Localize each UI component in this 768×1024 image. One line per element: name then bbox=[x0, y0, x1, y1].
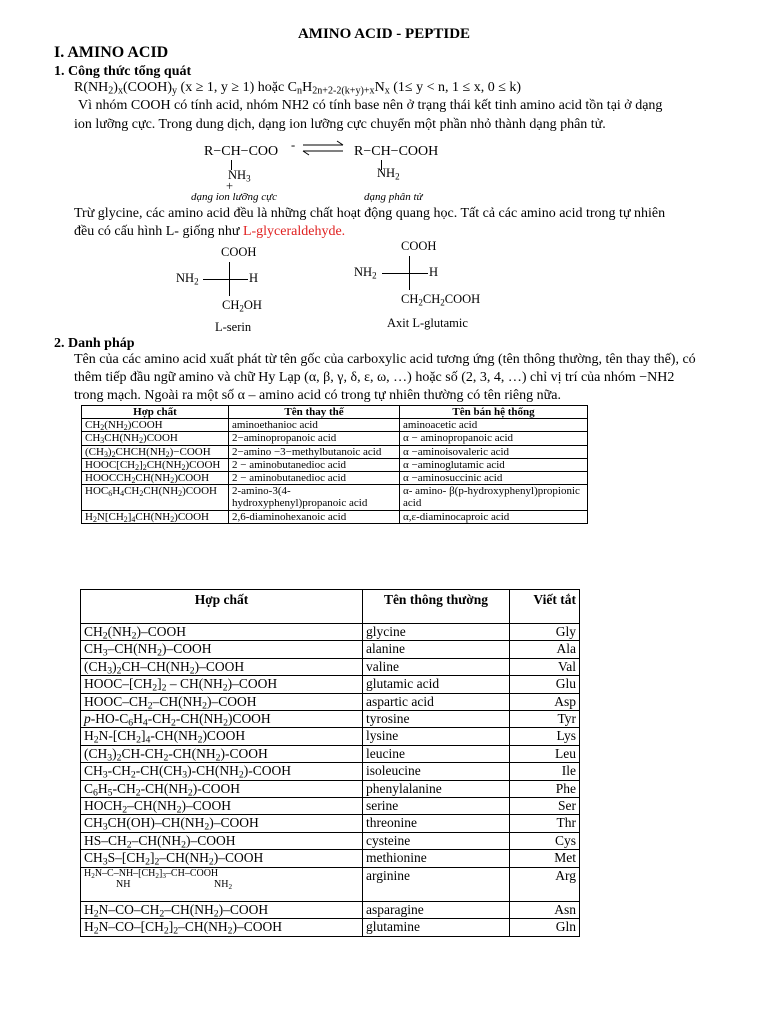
table-row bbox=[81, 728, 580, 745]
table-cell: glutamine bbox=[363, 919, 510, 936]
table-cell: Lys bbox=[510, 728, 580, 745]
table-row bbox=[82, 485, 588, 510]
table-cell: asparagine bbox=[363, 901, 510, 918]
table-row bbox=[82, 419, 588, 432]
table-row bbox=[81, 832, 580, 849]
table-cell: aminoethanioc acid bbox=[229, 419, 400, 432]
table-cell: $H_2N-CO-CH_2-CH(NH_2)$–COOH bbox=[81, 901, 363, 918]
table-cell: α −aminosuccinic acid bbox=[400, 472, 588, 485]
table-cell: Tyr bbox=[510, 711, 580, 728]
table-cell: $HOC_6H_4CH_2CH(NH_2)COOH$ bbox=[82, 485, 229, 510]
table-cell: 2−aminopropanoic acid bbox=[229, 432, 400, 445]
fischer-top: COOH bbox=[221, 245, 257, 259]
caption-zwitterion: dạng ion lưỡng cực bbox=[191, 191, 277, 203]
table-header-row bbox=[81, 590, 580, 624]
table-row bbox=[81, 693, 580, 710]
table-cell: aminoacetic acid bbox=[400, 419, 588, 432]
table-cell: $p-HO-C_6H_4-CH_2-CH(NH_2)COOH$ bbox=[81, 711, 363, 728]
fischer-left: $NH_2$ bbox=[176, 271, 199, 287]
paragraph-nomenclature-3: trong mạch. Ngoài ra một số α – amino acid có trong tự nhiên thường có tên riêng nữa. bbox=[74, 388, 561, 403]
table-cell: $CH_3CH(NH_2)COOH$ bbox=[82, 432, 229, 445]
table-row bbox=[81, 798, 580, 815]
table-cell: Gly bbox=[510, 624, 580, 641]
table-row bbox=[81, 676, 580, 693]
column-header: Viết tắt bbox=[510, 590, 580, 624]
table-cell: $CH_3CH(OH)-CH(NH_2)$–COOH bbox=[81, 815, 363, 832]
arginine-imine: NH bbox=[116, 878, 131, 890]
table-cell: Thr bbox=[510, 815, 580, 832]
fischer-left: $NH_2$ bbox=[354, 265, 377, 281]
table-cell: $CH_3-CH(NH_2)$–COOH bbox=[81, 641, 363, 658]
fischer-name: L-serin bbox=[215, 320, 252, 334]
table-row bbox=[82, 445, 588, 458]
table-cell bbox=[81, 867, 363, 901]
table-cell: lysine bbox=[363, 728, 510, 745]
fischer-right: H bbox=[429, 265, 439, 279]
neutral-formula: R−CH−COOH bbox=[354, 144, 439, 159]
table-cell: $H_2N[CH_2]_4CH(NH_2)COOH$ bbox=[82, 510, 229, 523]
table-row bbox=[81, 780, 580, 797]
section-heading-amino-acid: I. AMINO ACID bbox=[54, 44, 169, 61]
table-row bbox=[81, 641, 580, 658]
table-cell: Ala bbox=[510, 641, 580, 658]
table-row bbox=[81, 711, 580, 728]
table-cell: $H_2N-[CH_2]_4-CH(NH_2)COOH$ bbox=[81, 728, 363, 745]
table-cell: Phe bbox=[510, 780, 580, 797]
page-title: AMINO ACID - PEPTIDE bbox=[297, 26, 471, 42]
table-row bbox=[81, 850, 580, 867]
table-cell: α − aminopropanoic acid bbox=[400, 432, 588, 445]
table-cell: 2,6-diaminohexanoic acid bbox=[229, 510, 400, 523]
table-row bbox=[82, 510, 588, 523]
fischer-right: H bbox=[249, 271, 259, 285]
table-row bbox=[81, 745, 580, 762]
zwitterion-formula: R−CH−COO bbox=[204, 144, 279, 159]
table-cell: methionine bbox=[363, 850, 510, 867]
table-cell: tyrosine bbox=[363, 711, 510, 728]
table-row bbox=[81, 867, 580, 901]
column-header: Tên thay thế bbox=[229, 406, 400, 419]
table-row bbox=[81, 815, 580, 832]
table-cell: α −aminoisovaleric acid bbox=[400, 445, 588, 458]
table-cell: Gln bbox=[510, 919, 580, 936]
subheading-general-formula: 1. Công thức tổng quát bbox=[54, 64, 192, 79]
table-cell: α- amino- β(p-hydroxyphenyl)propionic acid bbox=[400, 485, 588, 510]
table-cell: $CH_2(NH_2)$–COOH bbox=[81, 624, 363, 641]
table-cell: glutamic acid bbox=[363, 676, 510, 693]
negative-charge: - bbox=[291, 138, 296, 152]
table-cell: $H_2N-CO-[CH_2]_2-CH(NH_2)$–COOH bbox=[81, 919, 363, 936]
fischer-name: Axit L-glutamic bbox=[387, 316, 468, 330]
table-cell: 2−amino −3−methylbutanoic acid bbox=[229, 445, 400, 458]
table-cell: Arg bbox=[510, 867, 580, 901]
table-row bbox=[82, 432, 588, 445]
table-cell: phenylalanine bbox=[363, 780, 510, 797]
column-header: Tên bán hệ thống bbox=[400, 406, 588, 419]
column-header: Tên thông thường bbox=[363, 590, 510, 624]
table-cell: $CH_3S-[CH_2]_2-CH(NH_2)$–COOH bbox=[81, 850, 363, 867]
table-row bbox=[81, 763, 580, 780]
caption-molecule: dạng phân tử bbox=[364, 191, 423, 203]
table-cell: HOOC–$CH_2-CH(NH_2)$–COOH bbox=[81, 693, 363, 710]
paragraph-nomenclature-2: thêm tiếp đầu ngữ amino và chữ Hy Lạp (α, β, γ, δ, ε, ω, …) hoặc số (2, 3, 4, …) chỉ vị trí của nhóm −NH2 bbox=[74, 370, 675, 385]
table-cell: $(CH_3)_2CH-CH_2-CH(NH_2)$-COOH bbox=[81, 745, 363, 762]
table-cell: Glu bbox=[510, 676, 580, 693]
general-formula: $R(NH_2)_x(COOH)_y$ (x ≥ 1, y ≥ 1) hoặc $C_nH_{2n+2-2(k+y)+x}N_x$ (1≤ y < n, 1 ≤ x, 0 ≤ k) bbox=[74, 80, 522, 97]
table-row bbox=[81, 901, 580, 918]
table-cell: $CH_2(NH_2)COOH$ bbox=[82, 419, 229, 432]
table-cell: aspartic acid bbox=[363, 693, 510, 710]
table-cell: arginine bbox=[363, 867, 510, 901]
fischer-horizontal-bond bbox=[382, 273, 428, 274]
table-cell: 2 − aminobutanedioc acid bbox=[229, 472, 400, 485]
table-cell: isoleucine bbox=[363, 763, 510, 780]
neutral-amine: $NH_2$ bbox=[377, 166, 400, 182]
table-cell: α,ε-diaminocaproic acid bbox=[400, 510, 588, 523]
table-cell: leucine bbox=[363, 745, 510, 762]
table-cell: $HOOC[CH_2]_2CH(NH_2)COOH$ bbox=[82, 458, 229, 471]
table-cell: Cys bbox=[510, 832, 580, 849]
amino-acid-names-table bbox=[80, 589, 580, 937]
table-cell: Asp bbox=[510, 693, 580, 710]
table-cell: valine bbox=[363, 658, 510, 675]
table-row bbox=[81, 624, 580, 641]
paragraph-optical-2: đều có cấu hình L- giống như L-glyceraldehyde. bbox=[74, 224, 346, 239]
table-cell: Ile bbox=[510, 763, 580, 780]
table-cell: glycine bbox=[363, 624, 510, 641]
table-cell: $CH_3-CH_2-CH(CH_3)-CH(NH_2)$-COOH bbox=[81, 763, 363, 780]
table-cell: 2 − aminobutanedioc acid bbox=[229, 458, 400, 471]
table-cell: Met bbox=[510, 850, 580, 867]
arginine-formula: $H_2N-C-NH-[CH_2]_3-CH$–COOH bbox=[84, 867, 219, 880]
table-row bbox=[82, 472, 588, 485]
fischer-bottom: $CH_2OH$ bbox=[222, 298, 262, 314]
table-row bbox=[81, 919, 580, 936]
table-cell: threonine bbox=[363, 815, 510, 832]
arginine-amine: $NH_2$ bbox=[214, 878, 233, 891]
paragraph-zwitterion-1: Vì nhóm COOH có tính acid, nhóm NH2 có tính base nên ở trạng thái kết tinh amino acid tồn tại ở dạng bbox=[78, 98, 663, 113]
equilibrium-arrows-icon bbox=[301, 140, 345, 156]
table-header-row bbox=[82, 406, 588, 419]
table-cell: HOOC–$[CH_2]_2$ – $CH(NH_2)$–COOH bbox=[81, 676, 363, 693]
table-cell: Val bbox=[510, 658, 580, 675]
table-cell: serine bbox=[363, 798, 510, 815]
fischer-bottom: $CH_2CH_2COOH$ bbox=[401, 292, 481, 308]
table-cell: $HOCH_2-CH(NH_2)$–COOH bbox=[81, 798, 363, 815]
paragraph-optical-1: Trừ glycine, các amino acid đều là những chất hoạt động quang học. Tất cả các amino acid trong tự nhiên bbox=[74, 206, 666, 221]
column-header: Hợp chất bbox=[82, 406, 229, 419]
subheading-nomenclature: 2. Danh pháp bbox=[54, 336, 135, 351]
positive-charge: + bbox=[226, 179, 234, 193]
table-cell: cysteine bbox=[363, 832, 510, 849]
table-cell: $C_6H_5-CH_2-CH(NH_2)$-COOH bbox=[81, 780, 363, 797]
table-cell: 2-amino-3(4-hydroxyphenyl)propanoic acid bbox=[229, 485, 400, 510]
table-cell: Leu bbox=[510, 745, 580, 762]
fischer-top: COOH bbox=[401, 239, 437, 253]
table-cell: α −aminoglutamic acid bbox=[400, 458, 588, 471]
table-cell: alanine bbox=[363, 641, 510, 658]
fischer-horizontal-bond bbox=[203, 279, 248, 280]
table-cell: $HOOCCH_2CH(NH_2)COOH$ bbox=[82, 472, 229, 485]
paragraph-zwitterion-2: ion lưỡng cực. Trong dung dịch, dạng ion lưỡng cực chuyển một phần nhỏ thành dạng phân tử. bbox=[74, 117, 606, 132]
table-row bbox=[81, 658, 580, 675]
table-cell: Asn bbox=[510, 901, 580, 918]
table-cell: $(CH_3)_2CHCH(NH_2)-COOH$ bbox=[82, 445, 229, 458]
table-cell: Ser bbox=[510, 798, 580, 815]
table-cell: $HS-CH_2-CH(NH_2)$–COOH bbox=[81, 832, 363, 849]
table-row bbox=[82, 458, 588, 471]
nomenclature-table bbox=[81, 405, 588, 524]
table-cell: $(CH_3)_2CH-CH(NH_2)$–COOH bbox=[81, 658, 363, 675]
zwitterion-amine: $NH_3$ bbox=[228, 168, 251, 184]
column-header: Hợp chất bbox=[81, 590, 363, 624]
paragraph-nomenclature-1: Tên của các amino acid xuất phát từ tên gốc của carboxylic acid tương ứng (tên thông thường, tên thay thế), có bbox=[74, 352, 696, 367]
